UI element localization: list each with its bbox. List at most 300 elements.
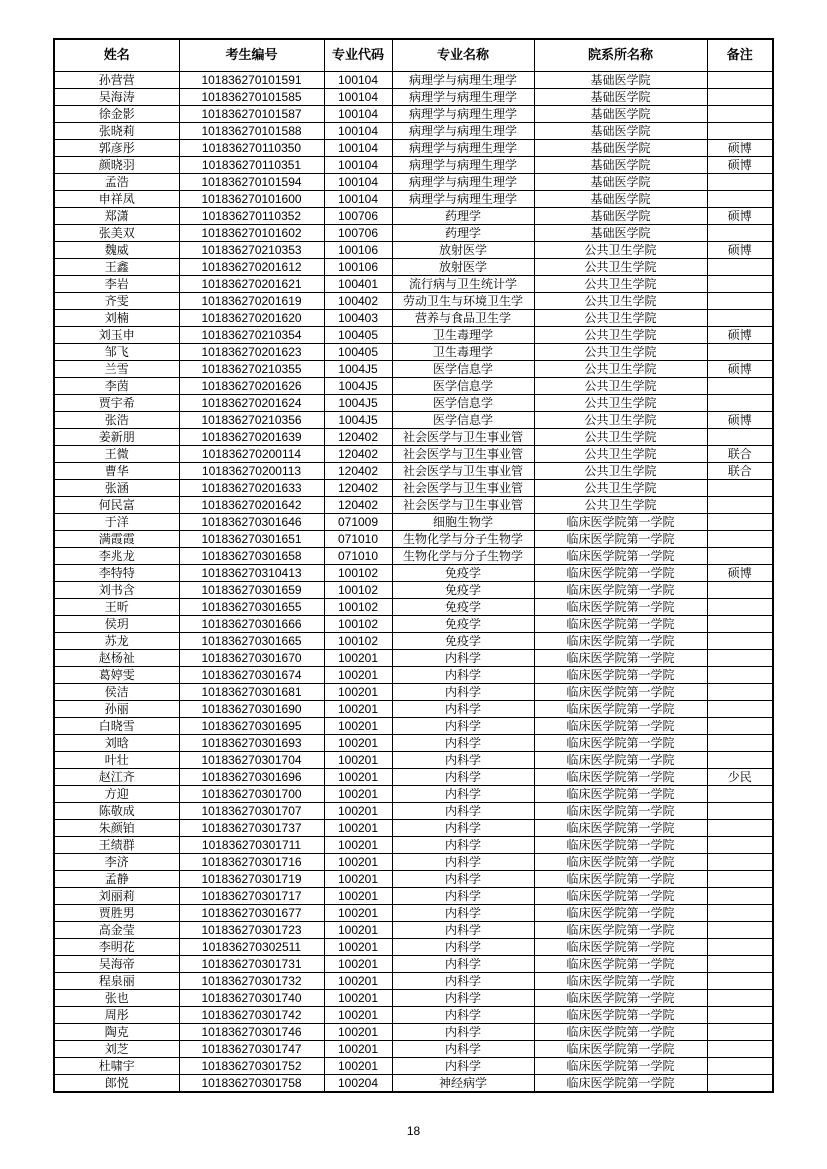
cell-department: 基础医学院 — [534, 157, 707, 174]
cell-major-code: 100106 — [324, 259, 392, 276]
cell-department: 临床医学院第一学院 — [534, 956, 707, 973]
cell-major-code: 1004J5 — [324, 412, 392, 429]
cell-candidate-id: 101836270301681 — [179, 684, 324, 701]
cell-candidate-id: 101836270101587 — [179, 106, 324, 123]
header-major-name: 专业名称 — [392, 39, 534, 72]
cell-major-code: 100201 — [324, 1041, 392, 1058]
table-row — [54, 446, 773, 463]
cell-name: 刘芝 — [54, 1041, 179, 1058]
table-row — [54, 769, 773, 786]
cell-name: 郑潇 — [54, 208, 179, 225]
table-row — [54, 752, 773, 769]
cell-remark — [707, 701, 773, 718]
cell-name: 张也 — [54, 990, 179, 1007]
table-row — [54, 497, 773, 514]
cell-major-name: 内科学 — [392, 888, 534, 905]
table-row — [54, 1024, 773, 1041]
cell-major-code: 100201 — [324, 650, 392, 667]
cell-name: 申祥凤 — [54, 191, 179, 208]
cell-candidate-id: 101836270301665 — [179, 633, 324, 650]
cell-department: 临床医学院第一学院 — [534, 905, 707, 922]
cell-department: 临床医学院第一学院 — [534, 582, 707, 599]
cell-major-name: 劳动卫生与环境卫生学 — [392, 293, 534, 310]
table-row — [54, 616, 773, 633]
table-row — [54, 718, 773, 735]
header-major-code: 专业代码 — [324, 39, 392, 72]
cell-remark — [707, 752, 773, 769]
cell-name: 陈敬成 — [54, 803, 179, 820]
cell-remark — [707, 548, 773, 565]
cell-remark — [707, 1041, 773, 1058]
cell-remark — [707, 684, 773, 701]
cell-major-name: 免疫学 — [392, 565, 534, 582]
cell-major-code: 100201 — [324, 973, 392, 990]
cell-name: 兰雪 — [54, 361, 179, 378]
cell-candidate-id: 101836270310413 — [179, 565, 324, 582]
cell-name: 李明花 — [54, 939, 179, 956]
cell-major-code: 100102 — [324, 599, 392, 616]
cell-candidate-id: 101836270301666 — [179, 616, 324, 633]
cell-major-code: 100102 — [324, 565, 392, 582]
cell-candidate-id: 101836270301737 — [179, 820, 324, 837]
cell-name: 白晓雪 — [54, 718, 179, 735]
table-header-row — [54, 39, 773, 72]
cell-name: 曹华 — [54, 463, 179, 480]
cell-major-code: 100201 — [324, 905, 392, 922]
cell-major-code: 100201 — [324, 752, 392, 769]
cell-candidate-id: 101836270301696 — [179, 769, 324, 786]
cell-major-name: 药理学 — [392, 208, 534, 225]
cell-department: 基础医学院 — [534, 191, 707, 208]
cell-name: 于洋 — [54, 514, 179, 531]
table-row — [54, 412, 773, 429]
cell-major-name: 免疫学 — [392, 582, 534, 599]
cell-major-code: 100104 — [324, 174, 392, 191]
cell-name: 刘楠 — [54, 310, 179, 327]
table-row — [54, 650, 773, 667]
cell-candidate-id: 101836270101600 — [179, 191, 324, 208]
cell-major-code: 100201 — [324, 922, 392, 939]
cell-department: 临床医学院第一学院 — [534, 786, 707, 803]
cell-department: 临床医学院第一学院 — [534, 565, 707, 582]
cell-candidate-id: 101836270210353 — [179, 242, 324, 259]
cell-major-name: 内科学 — [392, 786, 534, 803]
cell-remark — [707, 599, 773, 616]
cell-department: 临床医学院第一学院 — [534, 820, 707, 837]
cell-department: 临床医学院第一学院 — [534, 735, 707, 752]
cell-department: 临床医学院第一学院 — [534, 684, 707, 701]
cell-major-name: 内科学 — [392, 990, 534, 1007]
cell-name: 郭彦彤 — [54, 140, 179, 157]
cell-major-code: 120402 — [324, 497, 392, 514]
table-row — [54, 344, 773, 361]
cell-major-code: 100201 — [324, 1058, 392, 1075]
cell-candidate-id: 101836270301693 — [179, 735, 324, 752]
table-row — [54, 395, 773, 412]
cell-major-name: 内科学 — [392, 1058, 534, 1075]
cell-name: 张涵 — [54, 480, 179, 497]
cell-candidate-id: 101836270200114 — [179, 446, 324, 463]
cell-candidate-id: 101836270200113 — [179, 463, 324, 480]
cell-major-name: 内科学 — [392, 650, 534, 667]
cell-major-name: 细胞生物学 — [392, 514, 534, 531]
header-name: 姓名 — [54, 39, 179, 72]
cell-department: 公共卫生学院 — [534, 446, 707, 463]
cell-department: 公共卫生学院 — [534, 293, 707, 310]
header-department: 院系所名称 — [534, 39, 707, 72]
cell-name: 杜啸宇 — [54, 1058, 179, 1075]
table-row — [54, 565, 773, 582]
cell-department: 公共卫生学院 — [534, 429, 707, 446]
cell-candidate-id: 101836270302511 — [179, 939, 324, 956]
cell-major-code: 071009 — [324, 514, 392, 531]
table-row — [54, 1058, 773, 1075]
cell-department: 临床医学院第一学院 — [534, 701, 707, 718]
cell-candidate-id: 101836270201624 — [179, 395, 324, 412]
cell-department: 临床医学院第一学院 — [534, 548, 707, 565]
cell-name: 刘丽莉 — [54, 888, 179, 905]
cell-candidate-id: 101836270301655 — [179, 599, 324, 616]
cell-remark — [707, 72, 773, 89]
table-row — [54, 242, 773, 259]
cell-major-code: 100201 — [324, 684, 392, 701]
cell-department: 临床医学院第一学院 — [534, 718, 707, 735]
cell-major-code: 100201 — [324, 820, 392, 837]
cell-major-name: 病理学与病理生理学 — [392, 191, 534, 208]
cell-name: 张浩 — [54, 412, 179, 429]
cell-department: 临床医学院第一学院 — [534, 1075, 707, 1093]
table-row — [54, 599, 773, 616]
cell-major-name: 放射医学 — [392, 242, 534, 259]
cell-candidate-id: 101836270301677 — [179, 905, 324, 922]
cell-name: 高金莹 — [54, 922, 179, 939]
table-row — [54, 922, 773, 939]
cell-major-name: 医学信息学 — [392, 412, 534, 429]
cell-remark — [707, 1007, 773, 1024]
cell-department: 临床医学院第一学院 — [534, 888, 707, 905]
cell-major-name: 内科学 — [392, 871, 534, 888]
header-candidate-id: 考生编号 — [179, 39, 324, 72]
cell-remark — [707, 922, 773, 939]
cell-major-code: 100201 — [324, 1007, 392, 1024]
cell-major-name: 药理学 — [392, 225, 534, 242]
cell-candidate-id: 101836270201612 — [179, 259, 324, 276]
cell-major-name: 内科学 — [392, 1041, 534, 1058]
cell-candidate-id: 101836270110351 — [179, 157, 324, 174]
table-row — [54, 259, 773, 276]
page-number: 18 — [406, 1124, 421, 1138]
cell-name: 姜新朋 — [54, 429, 179, 446]
table-row — [54, 276, 773, 293]
cell-remark — [707, 106, 773, 123]
cell-remark — [707, 344, 773, 361]
cell-candidate-id: 101836270301747 — [179, 1041, 324, 1058]
table-row — [54, 480, 773, 497]
cell-name: 李茵 — [54, 378, 179, 395]
cell-department: 公共卫生学院 — [534, 480, 707, 497]
table-row — [54, 990, 773, 1007]
cell-major-name: 病理学与病理生理学 — [392, 140, 534, 157]
cell-major-name: 放射医学 — [392, 259, 534, 276]
cell-department: 公共卫生学院 — [534, 276, 707, 293]
cell-candidate-id: 101836270301746 — [179, 1024, 324, 1041]
table-row — [54, 633, 773, 650]
cell-name: 李岩 — [54, 276, 179, 293]
cell-candidate-id: 101836270301690 — [179, 701, 324, 718]
cell-major-code: 100201 — [324, 871, 392, 888]
cell-department: 公共卫生学院 — [534, 361, 707, 378]
cell-major-code: 120402 — [324, 480, 392, 497]
cell-remark — [707, 905, 773, 922]
cell-major-name: 流行病与卫生统计学 — [392, 276, 534, 293]
cell-remark: 硕博 — [707, 565, 773, 582]
table-row — [54, 208, 773, 225]
table-row — [54, 123, 773, 140]
table-row — [54, 174, 773, 191]
table-row — [54, 803, 773, 820]
table-row — [54, 548, 773, 565]
cell-major-name: 内科学 — [392, 939, 534, 956]
cell-candidate-id: 101836270101591 — [179, 72, 324, 89]
cell-major-code: 1004J5 — [324, 361, 392, 378]
cell-name: 刘书含 — [54, 582, 179, 599]
cell-name: 王绩群 — [54, 837, 179, 854]
cell-major-code: 100104 — [324, 89, 392, 106]
cell-major-code: 100201 — [324, 803, 392, 820]
cell-remark — [707, 633, 773, 650]
table-row — [54, 735, 773, 752]
cell-remark — [707, 191, 773, 208]
cell-major-name: 内科学 — [392, 837, 534, 854]
cell-name: 王昕 — [54, 599, 179, 616]
cell-name: 吴海涛 — [54, 89, 179, 106]
cell-major-name: 内科学 — [392, 973, 534, 990]
cell-major-name: 社会医学与卫生事业管 — [392, 497, 534, 514]
cell-remark: 硕博 — [707, 242, 773, 259]
cell-remark: 联合 — [707, 446, 773, 463]
cell-remark — [707, 293, 773, 310]
cell-major-name: 社会医学与卫生事业管 — [392, 480, 534, 497]
cell-department: 临床医学院第一学院 — [534, 803, 707, 820]
cell-department: 临床医学院第一学院 — [534, 599, 707, 616]
cell-major-code: 100403 — [324, 310, 392, 327]
cell-remark — [707, 225, 773, 242]
table-row — [54, 1041, 773, 1058]
table-row — [54, 514, 773, 531]
cell-major-name: 免疫学 — [392, 599, 534, 616]
table-row — [54, 939, 773, 956]
cell-major-name: 医学信息学 — [392, 378, 534, 395]
cell-candidate-id: 101836270301704 — [179, 752, 324, 769]
cell-department: 临床医学院第一学院 — [534, 769, 707, 786]
table-row — [54, 701, 773, 718]
table-row — [54, 905, 773, 922]
cell-major-name: 社会医学与卫生事业管 — [392, 446, 534, 463]
cell-remark: 硕博 — [707, 157, 773, 174]
cell-name: 葛婷雯 — [54, 667, 179, 684]
cell-remark — [707, 888, 773, 905]
table-row — [54, 361, 773, 378]
cell-major-name: 内科学 — [392, 667, 534, 684]
cell-major-name: 内科学 — [392, 701, 534, 718]
cell-name: 李兆龙 — [54, 548, 179, 565]
cell-name: 孙营营 — [54, 72, 179, 89]
cell-department: 公共卫生学院 — [534, 344, 707, 361]
cell-major-name: 内科学 — [392, 684, 534, 701]
cell-remark — [707, 89, 773, 106]
table-row — [54, 820, 773, 837]
cell-department: 基础医学院 — [534, 72, 707, 89]
cell-major-name: 内科学 — [392, 735, 534, 752]
cell-department: 基础医学院 — [534, 140, 707, 157]
cell-department: 基础医学院 — [534, 89, 707, 106]
cell-remark — [707, 939, 773, 956]
cell-candidate-id: 101836270210354 — [179, 327, 324, 344]
cell-major-name: 社会医学与卫生事业管 — [392, 429, 534, 446]
cell-candidate-id: 101836270301742 — [179, 1007, 324, 1024]
cell-name: 孙丽 — [54, 701, 179, 718]
cell-name: 满霞霞 — [54, 531, 179, 548]
cell-major-code: 100106 — [324, 242, 392, 259]
cell-name: 程泉丽 — [54, 973, 179, 990]
cell-department: 公共卫生学院 — [534, 310, 707, 327]
cell-major-code: 100204 — [324, 1075, 392, 1093]
cell-candidate-id: 101836270201619 — [179, 293, 324, 310]
cell-candidate-id: 101836270301658 — [179, 548, 324, 565]
cell-candidate-id: 101836270110350 — [179, 140, 324, 157]
table-row — [54, 888, 773, 905]
table-row — [54, 667, 773, 684]
cell-candidate-id: 101836270301732 — [179, 973, 324, 990]
cell-major-code: 071010 — [324, 548, 392, 565]
cell-department: 公共卫生学院 — [534, 327, 707, 344]
cell-major-name: 医学信息学 — [392, 361, 534, 378]
cell-department: 临床医学院第一学院 — [534, 922, 707, 939]
cell-major-name: 内科学 — [392, 854, 534, 871]
cell-candidate-id: 101836270301731 — [179, 956, 324, 973]
cell-major-code: 100201 — [324, 888, 392, 905]
cell-department: 临床医学院第一学院 — [534, 752, 707, 769]
cell-department: 临床医学院第一学院 — [534, 1058, 707, 1075]
cell-major-name: 内科学 — [392, 820, 534, 837]
cell-remark — [707, 650, 773, 667]
cell-major-name: 营养与食品卫生学 — [392, 310, 534, 327]
cell-major-code: 100104 — [324, 157, 392, 174]
cell-major-name: 内科学 — [392, 956, 534, 973]
cell-remark — [707, 259, 773, 276]
cell-remark — [707, 616, 773, 633]
cell-name: 李特特 — [54, 565, 179, 582]
table-row — [54, 854, 773, 871]
cell-remark — [707, 174, 773, 191]
cell-department: 基础医学院 — [534, 174, 707, 191]
cell-major-name: 内科学 — [392, 922, 534, 939]
cell-department: 公共卫生学院 — [534, 412, 707, 429]
cell-name: 赵江齐 — [54, 769, 179, 786]
cell-department: 临床医学院第一学院 — [534, 837, 707, 854]
cell-major-name: 病理学与病理生理学 — [392, 89, 534, 106]
table-row — [54, 1075, 773, 1093]
cell-name: 齐雯 — [54, 293, 179, 310]
table-row — [54, 293, 773, 310]
cell-candidate-id: 101836270201633 — [179, 480, 324, 497]
cell-name: 王微 — [54, 446, 179, 463]
cell-department: 临床医学院第一学院 — [534, 514, 707, 531]
cell-department: 临床医学院第一学院 — [534, 531, 707, 548]
cell-major-code: 1004J5 — [324, 395, 392, 412]
cell-major-code: 100201 — [324, 956, 392, 973]
cell-candidate-id: 101836270101602 — [179, 225, 324, 242]
cell-major-name: 社会医学与卫生事业管 — [392, 463, 534, 480]
cell-major-code: 100102 — [324, 616, 392, 633]
cell-remark — [707, 378, 773, 395]
cell-department: 基础医学院 — [534, 106, 707, 123]
table-row — [54, 956, 773, 973]
cell-department: 临床医学院第一学院 — [534, 990, 707, 1007]
cell-department: 临床医学院第一学院 — [534, 633, 707, 650]
cell-candidate-id: 101836270301717 — [179, 888, 324, 905]
cell-name: 王鑫 — [54, 259, 179, 276]
cell-candidate-id: 101836270201623 — [179, 344, 324, 361]
cell-remark — [707, 276, 773, 293]
cell-remark — [707, 395, 773, 412]
table-row — [54, 531, 773, 548]
cell-department: 基础医学院 — [534, 225, 707, 242]
cell-major-name: 病理学与病理生理学 — [392, 123, 534, 140]
table-row — [54, 871, 773, 888]
cell-major-code: 100201 — [324, 837, 392, 854]
cell-candidate-id: 101836270210355 — [179, 361, 324, 378]
cell-major-code: 100706 — [324, 225, 392, 242]
cell-major-code: 100104 — [324, 106, 392, 123]
cell-department: 临床医学院第一学院 — [534, 616, 707, 633]
cell-major-code: 100201 — [324, 667, 392, 684]
cell-department: 临床医学院第一学院 — [534, 1007, 707, 1024]
cell-remark: 硕博 — [707, 140, 773, 157]
cell-major-name: 免疫学 — [392, 616, 534, 633]
cell-department: 临床医学院第一学院 — [534, 939, 707, 956]
table-row — [54, 973, 773, 990]
cell-candidate-id: 101836270101585 — [179, 89, 324, 106]
cell-name: 邹飞 — [54, 344, 179, 361]
cell-remark: 硕博 — [707, 327, 773, 344]
cell-name: 张美双 — [54, 225, 179, 242]
cell-candidate-id: 101836270210356 — [179, 412, 324, 429]
cell-major-name: 病理学与病理生理学 — [392, 72, 534, 89]
cell-remark — [707, 871, 773, 888]
cell-candidate-id: 101836270301674 — [179, 667, 324, 684]
cell-major-name: 生物化学与分子生物学 — [392, 548, 534, 565]
cell-major-name: 卫生毒理学 — [392, 344, 534, 361]
cell-major-name: 生物化学与分子生物学 — [392, 531, 534, 548]
cell-candidate-id: 101836270101588 — [179, 123, 324, 140]
table-row — [54, 684, 773, 701]
cell-major-code: 120402 — [324, 429, 392, 446]
cell-candidate-id: 101836270301659 — [179, 582, 324, 599]
table-row — [54, 378, 773, 395]
table-row — [54, 463, 773, 480]
cell-remark — [707, 123, 773, 140]
cell-remark — [707, 735, 773, 752]
cell-name: 张晓莉 — [54, 123, 179, 140]
cell-name: 刘晗 — [54, 735, 179, 752]
cell-candidate-id: 101836270301758 — [179, 1075, 324, 1093]
cell-candidate-id: 101836270301700 — [179, 786, 324, 803]
cell-major-name: 病理学与病理生理学 — [392, 157, 534, 174]
cell-candidate-id: 101836270301752 — [179, 1058, 324, 1075]
cell-name: 方迎 — [54, 786, 179, 803]
table-row — [54, 582, 773, 599]
